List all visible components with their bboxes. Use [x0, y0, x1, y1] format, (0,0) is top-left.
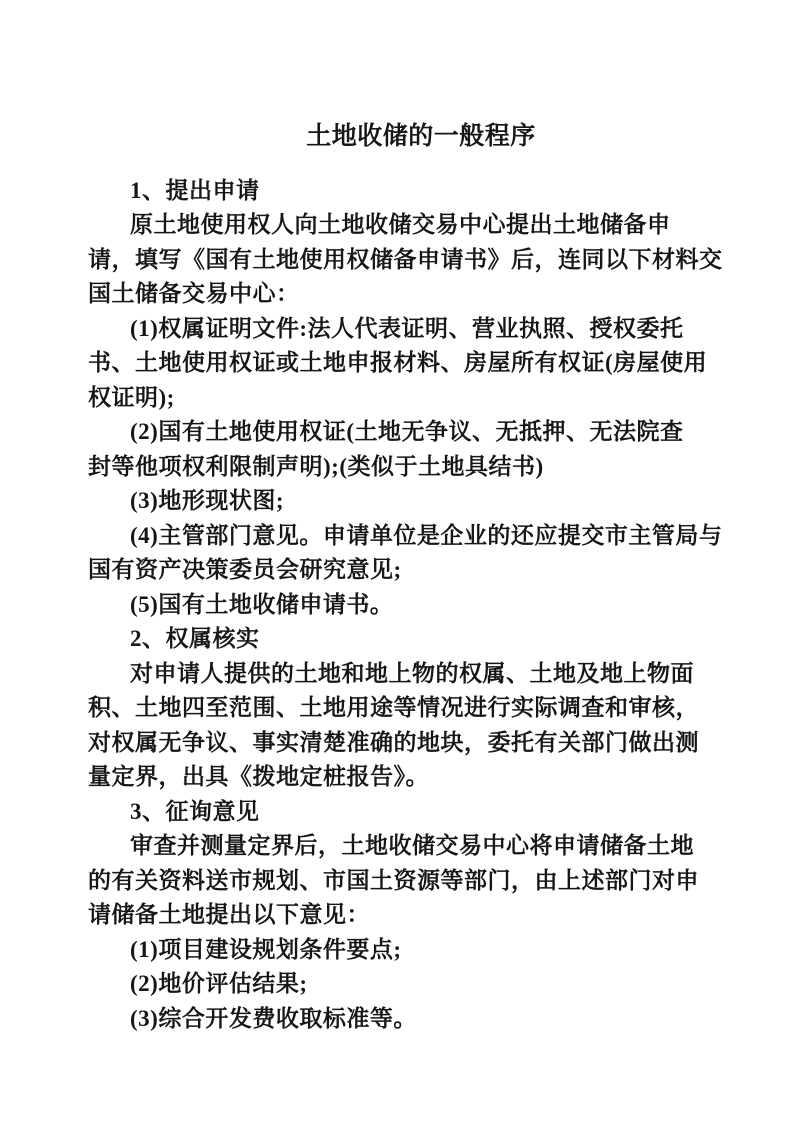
text-line: (1)项目建设规划条件要点;	[130, 936, 402, 962]
text-line: 国土储备交易中心：	[88, 281, 300, 306]
text-line: (1)权属证明文件:法人代表证明、营业执照、授权委托	[130, 315, 684, 341]
text-line: 国有资产决策委员会研究意见;	[88, 557, 402, 582]
text-line: 对申请人提供的土地和地上物的权属、土地及地上物面	[130, 660, 694, 686]
text-line: 权证明);	[88, 384, 175, 410]
text-line: 请，填写《国有土地使用权储备申请书》后，连同以下材料交	[88, 246, 723, 272]
text-line: (2)地价评估结果;	[130, 971, 308, 996]
text-line: 书、土地使用权证或土地申报材料、房屋所有权证(房屋使用	[88, 350, 708, 375]
document-title: 土地收储的一般程序	[306, 122, 536, 150]
text-line: 封等他项权利限制声明);(类似于土地具结书)	[88, 453, 544, 479]
text-line: 的有关资料送市规划、市国土资源等部门，由上述部门对申	[88, 867, 699, 893]
text-line: 审查并测量定界后，土地收储交易中心将申请储备土地	[130, 833, 694, 858]
text-line: (2)国有土地使用权证(土地无争议、无抵押、无法院查	[130, 419, 684, 444]
text-line: 2、权属核实	[130, 626, 260, 651]
text-line: (4)主管部门意见。申请单位是企业的还应提交市主管局与	[130, 522, 723, 548]
text-line: 请储备土地提出以下意见：	[88, 902, 370, 927]
text-line: 对权属无争议、事实清楚准确的地块，委托有关部门做出测	[88, 729, 699, 755]
text-line: 3、征询意见	[130, 798, 260, 824]
text-line: (3)综合开发费收取标准等。	[130, 1005, 417, 1031]
text-line: 1、提出申请	[130, 177, 260, 203]
text-line: (5)国有土地收储申请书。	[130, 591, 394, 617]
text-line: 积、土地四至范围、土地用途等情况进行实际调查和审核，	[88, 695, 699, 720]
text-line: (3)地形现状图;	[130, 488, 284, 513]
text-line: 原土地使用权人向土地收储交易中心提出土地储备申	[130, 212, 671, 237]
text-line: 量定界，出具《拨地定桩报告》。	[88, 764, 429, 789]
document-body	[88, 174, 723, 1037]
